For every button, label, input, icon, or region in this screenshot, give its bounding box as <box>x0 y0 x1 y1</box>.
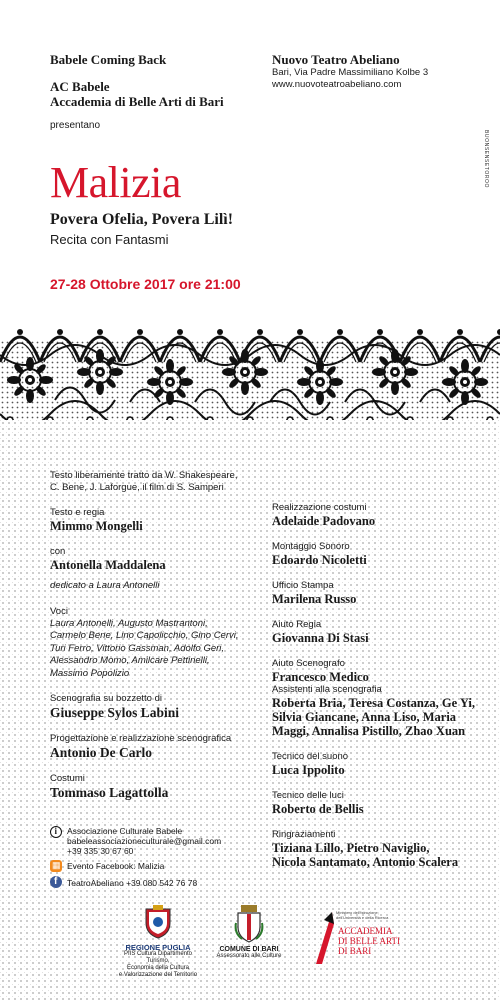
con-label: con <box>50 546 66 557</box>
luci-name: Roberto de Bellis <box>272 802 364 816</box>
suono-name: Luca Ippolito <box>272 763 345 777</box>
ringraziamenti-line-1: Tiziana Lillo, Pietro Naviglio, <box>272 841 430 855</box>
puglia-sub2: Economia della Cultura <box>126 965 190 971</box>
contact-block <box>67 826 221 856</box>
show-subtitle2: Recita con Fantasmi <box>50 232 169 247</box>
comune-bari-logo <box>214 905 284 960</box>
aiuto-regia-name: Giovanna Di Stasi <box>272 631 369 645</box>
costumi-label: Costumi <box>50 773 85 784</box>
puglia-crest-icon <box>143 905 173 939</box>
header-right <box>272 52 482 91</box>
ufficio-name: Marilena Russo <box>272 592 357 606</box>
ringraziamenti-label: Ringraziamenti <box>272 829 336 840</box>
dedica-text: dedicato a Laura Antonelli <box>50 580 160 591</box>
credits-right-column <box>272 502 487 882</box>
assoc-phone: +39 335 30 67 60 <box>67 846 134 856</box>
voci-line-1: Laura Antonelli, Augusto Mastrantoni, <box>50 617 208 629</box>
venue-url[interactable]: www.nuovoteatroabeliano.com <box>272 79 402 90</box>
assistenti-label: Assistenti alla scenografia <box>272 684 382 695</box>
source-line-2: C. Bene, J. Laforgue, il film di S. Samperi <box>50 482 224 493</box>
voci-line-2: Carmelo Bene, Lino Capolicchio, Gino Cervi, <box>50 630 239 641</box>
puglia-sub3: e Valorizzazione del Territorio <box>118 972 198 978</box>
org-ac-babele: AC Babele <box>50 79 110 94</box>
puglia-name: REGIONE PUGLIA <box>125 943 191 952</box>
acc-line-2: DI BELLE ARTI <box>338 936 400 946</box>
ringraziamenti-line-2: Nicola Santamato, Antonio Scalera <box>272 855 459 869</box>
costumi-name: Tommaso Lagattolla <box>50 785 169 800</box>
progettazione-name: Antonio De Carlo <box>50 745 152 760</box>
bari-crest-icon <box>234 905 264 943</box>
org-babele-coming-back: Babele Coming Back <box>50 52 167 67</box>
facebook-contact[interactable]: TeatroAbeliano +39 080 542 76 78 <box>67 878 198 888</box>
acc-small-1: Ministero dell'Istruzione, <box>336 910 379 915</box>
info-icon: i <box>50 826 62 838</box>
voci-line-5: Massimo Popolizio <box>50 667 130 679</box>
venue-address: Bari, Via Padre Massimiliano Kolbe 3 <box>272 67 429 78</box>
realizzazione-name: Adelaide Padovano <box>272 514 376 528</box>
con-name: Antonella Maddalena <box>50 558 166 572</box>
regia-name: Mimmo Mongelli <box>50 519 143 533</box>
acc-small-text <box>336 910 388 920</box>
puglia-sub1: PIIS Cultura Dipartimento Turismo, <box>123 951 193 964</box>
org-accademia: Accademia di Belle Arti di Bari <box>50 94 224 109</box>
facebook-icon: f <box>50 876 62 888</box>
assistenti-line-1: Roberta Bria, Teresa Costanza, Ge Yi, <box>272 696 475 710</box>
accademia-logo <box>312 910 432 970</box>
acc-line-3: DI BARI <box>338 946 372 956</box>
aiuto-regia-label: Aiuto Regia <box>272 619 322 630</box>
acc-name <box>338 926 400 956</box>
credits-left-column <box>50 470 265 813</box>
luci-label: Tecnico delle luci <box>272 790 344 801</box>
ufficio-label: Ufficio Stampa <box>272 580 334 591</box>
regione-puglia-logo <box>118 905 198 979</box>
show-dates: 27-28 Ottobre 2017 ore 21:00 <box>50 276 241 292</box>
montaggio-label: Montaggio Sonoro <box>272 541 350 552</box>
regia-label: Testo e regia <box>50 507 105 518</box>
montaggio-name: Edoardo Nicoletti <box>272 553 367 567</box>
bari-sub: Assessorato alle Culture <box>216 953 282 959</box>
scenografia-name: Giuseppe Sylos Labini <box>50 705 180 720</box>
assistenti-line-2: Silvia Giancane, Anna Liso, Maria <box>272 710 457 724</box>
assistenti-line-3: Maggi, Annalisa Pistillo, Zhao Xuan <box>272 724 466 738</box>
bari-name: COMUNE DI BARI <box>219 946 279 953</box>
voci-line-3: Turi Ferro, Vittorio Gassman, Adolfo Geri, <box>50 642 225 654</box>
show-subtitle: Povera Ofelia, Povera Lilì! <box>50 211 234 228</box>
realizzazione-label: Realizzazione costumi <box>272 502 367 513</box>
voci-line-4: Alessandro Momo, Amilcare Pettinelli, <box>50 655 210 666</box>
show-title: Malizia <box>50 158 181 207</box>
acc-small-2: dell'Università e della Ricerca <box>336 915 389 920</box>
source-line-1: Testo liberamente tratto da W. Shakespeare, <box>50 470 238 481</box>
assoc-name: Associazione Culturale Babele <box>67 826 183 836</box>
scenografia-label: Scenografia su bozzetto di <box>50 693 162 704</box>
progettazione-label: Progettazione e realizzazione scenografica <box>50 733 232 744</box>
voci-label: Voci <box>50 605 68 617</box>
venue-name: Nuovo Teatro Abeliano <box>272 52 400 67</box>
event-facebook-link[interactable]: Evento Facebook: Malizia <box>67 861 165 871</box>
vertical-credit: BUONSENSETOROO <box>483 130 489 189</box>
event-icon: ▦ <box>52 860 61 870</box>
presentano-text: presentano <box>50 120 101 131</box>
aiuto-sceno-label: Aiuto Scenografo <box>272 658 345 669</box>
aiuto-sceno-name: Francesco Medico <box>272 670 369 684</box>
accademia-mark-icon <box>312 910 336 966</box>
suono-label: Tecnico del suono <box>272 751 349 762</box>
header-left <box>50 52 260 131</box>
assoc-email[interactable]: babeleassociazioneculturale@gmail.com <box>67 836 222 846</box>
acc-line-1: ACCADEMIA <box>338 926 393 936</box>
